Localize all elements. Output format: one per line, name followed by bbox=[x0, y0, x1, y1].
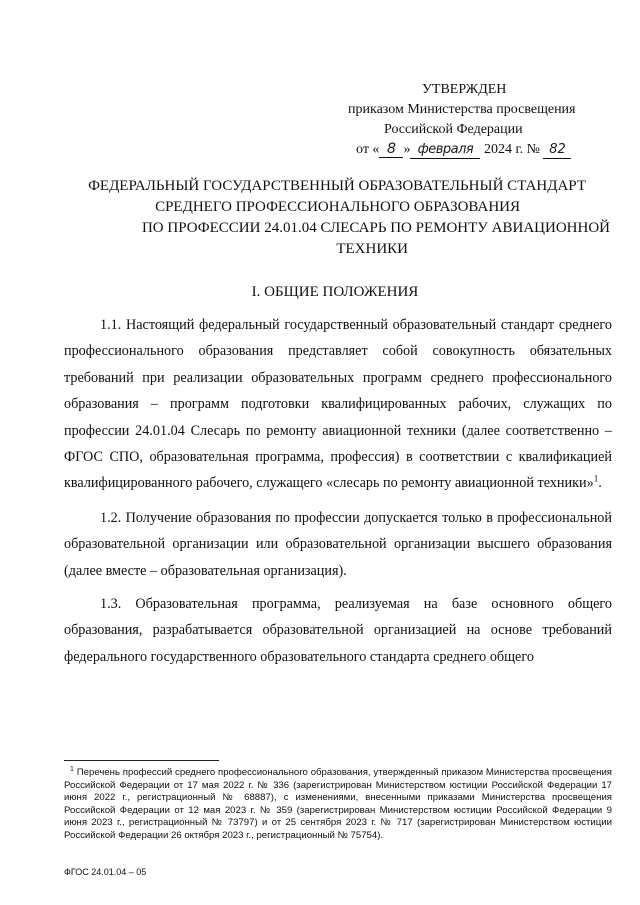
title-line-2: СРЕДНЕГО ПРОФЕССИОНАЛЬНОГО ОБРАЗОВАНИЯ bbox=[155, 199, 520, 215]
paragraph-1-1-end: . bbox=[598, 475, 602, 492]
handwritten-day: 8 bbox=[379, 141, 403, 158]
title-line-1: ФЕДЕРАЛЬНЫЙ ГОСУДАРСТВЕННЫЙ ОБРАЗОВАТЕЛЬНЫЙ СТАНДАРТ bbox=[88, 178, 586, 194]
handwritten-month: февраля bbox=[410, 142, 480, 159]
paragraph-1-1-text: 1.1. Настоящий федеральный государственный образовательный стандарт среднего профессионального образования представляет собой совокупность обязательных требований при реализации образовательных программ среднего профессионального образования – программ подготовки квалифицированных рабочих, служащих по профессии 24.01.04 Слесарь по ремонту авиационной техники (далее соответственно – ФГОС СПО, образовательная программа, профессия) в соответствии с квалификацией квалифицированного рабочего, служащего «слесарь по ремонту авиационной техники» bbox=[64, 317, 612, 492]
date-quote-close: » bbox=[403, 142, 411, 157]
title-line-3: ПО ПРОФЕССИИ 24.01.04 СЛЕСАРЬ ПО РЕМОНТУ АВИАЦИОННОЙ bbox=[141, 220, 610, 236]
title-line-4: ТЕХНИКИ bbox=[336, 241, 408, 257]
paragraph-1-1 bbox=[64, 312, 612, 497]
date-year: 2024 г. № bbox=[483, 142, 540, 157]
footnote-text: Перечень профессий среднего профессионального образования, утвержденный приказом Министерства просвещения Российской Федерации от 17 мая 2022 г. № 336 (зарегистрирован Министерством юстиции Российской Федерации 17 июня 2022 г., регистрационный № 68887), с изменениями, внесенными приказами Министерства просвещения Российской Федерации от 12 мая 2023 г. № 359 (зарегистрирован Министерством юстиции Российской Федерации 9 июня 2023 г., регистрационный № 73797) и от 25 сентября 2023 г. № 717 (зарегистрирован Министерством юстиции Российской Федерации 26 октября 2023 г., регистрационный № 75754). bbox=[64, 767, 612, 841]
handwritten-order-number: 82 bbox=[543, 142, 571, 159]
date-prefix: от « bbox=[356, 142, 380, 157]
section-heading: I. ОБЩИЕ ПОЛОЖЕНИЯ bbox=[251, 284, 419, 300]
document-title bbox=[50, 176, 610, 260]
page-code: ФГОС 24.01.04 – 05 bbox=[64, 867, 147, 877]
footnote-reference[interactable]: 1 bbox=[593, 473, 599, 484]
approval-title: УТВЕРЖДЕН bbox=[422, 82, 507, 97]
paragraph-1-3: 1.3. Образовательная программа, реализуемая на базе основного общего образования, разрабатывается образовательной организацией на основе требований федерального государственного образовательного стандарта среднего общего bbox=[64, 596, 612, 665]
approval-block bbox=[330, 80, 610, 160]
footnote-marker: 1 bbox=[70, 765, 74, 773]
paragraph-1-2: 1.2. Получение образования по профессии допускается только в профессиональной образовательной организации или образовательной организации высшего образования (далее вместе – образовательная организация). bbox=[64, 509, 612, 579]
footnote bbox=[64, 767, 612, 843]
approval-country: Российской Федерации bbox=[384, 122, 523, 137]
approval-date-line bbox=[330, 140, 610, 160]
body-text bbox=[64, 312, 612, 678]
footnote-divider bbox=[64, 760, 219, 761]
approval-authority: приказом Министерства просвещения bbox=[348, 102, 576, 117]
